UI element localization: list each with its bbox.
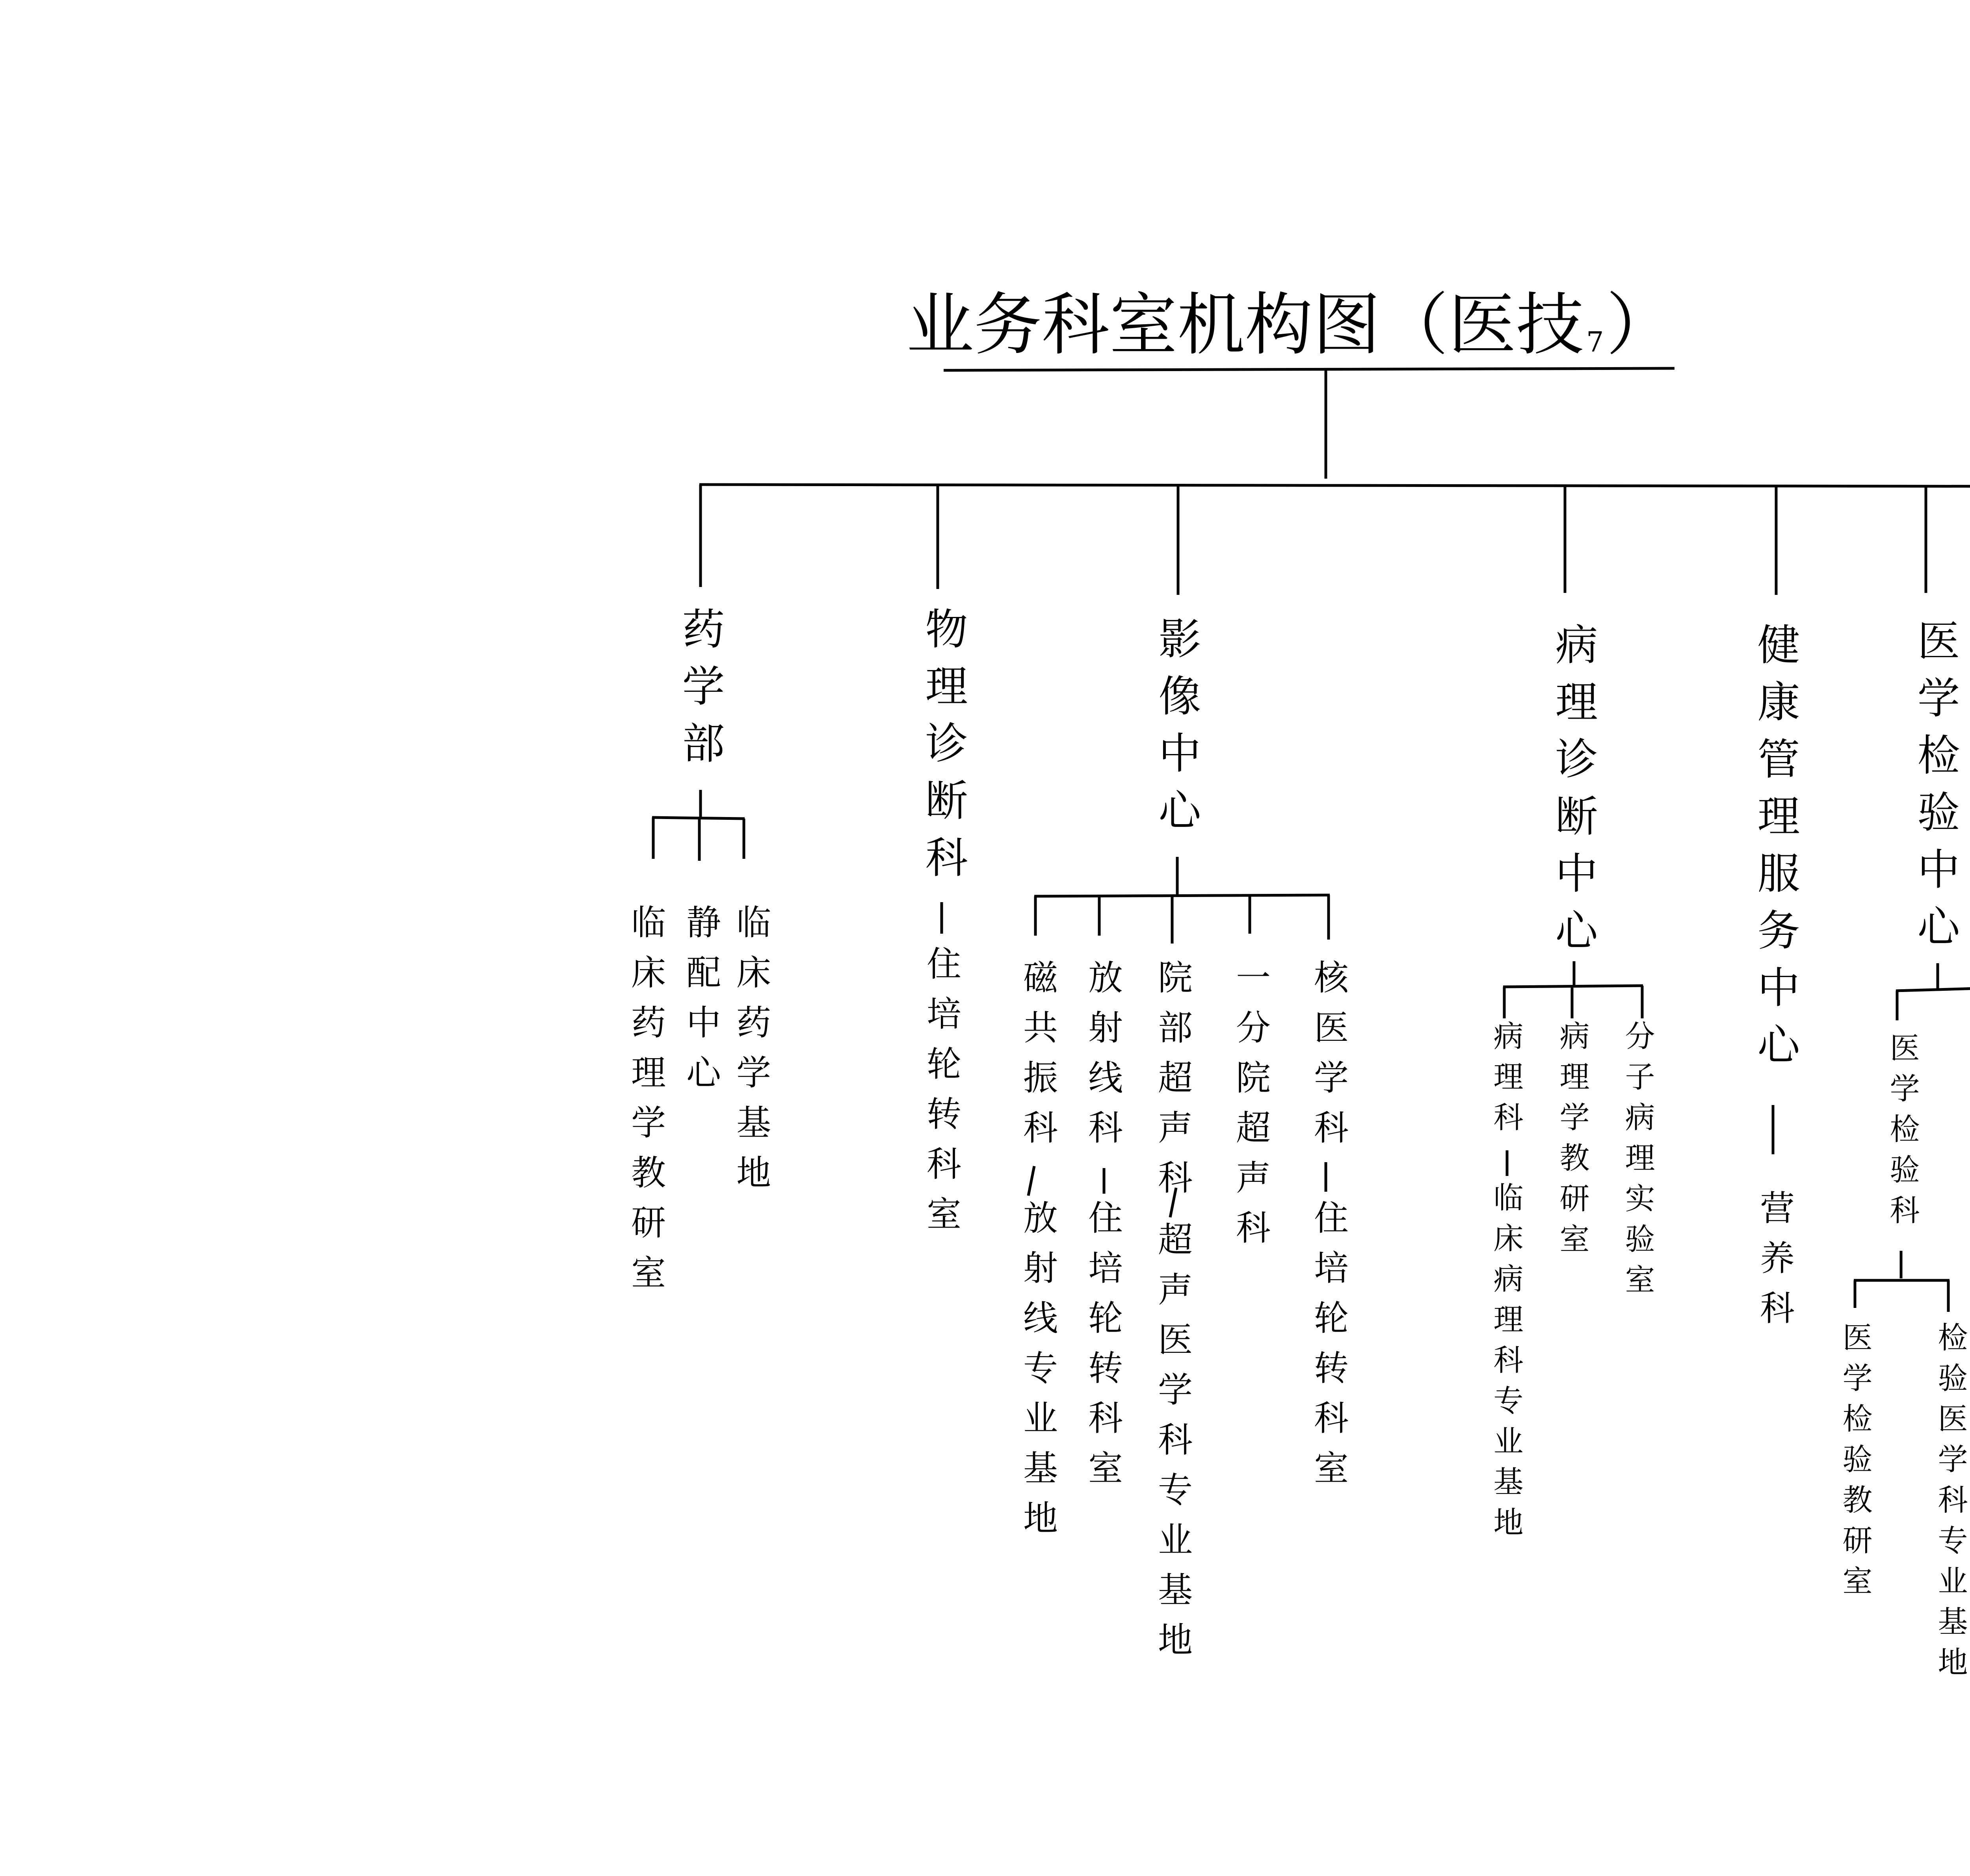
- chart-title-mark: 7: [1586, 326, 1604, 358]
- node-imaging-radiology-base: 放射线专业基地: [1018, 1200, 1058, 1550]
- node-imaging-nuclear-rotation: 住培轮转科室: [1308, 1200, 1349, 1500]
- node-imaging-us-base: 超声医学科专业基地: [1152, 1221, 1193, 1672]
- node-physio-rotation: 住培轮转科室: [921, 945, 962, 1246]
- node-pharmacy-base: 临床药学基地: [731, 904, 771, 1204]
- node-pharmacy-teaching: 临床药理学教研室: [626, 904, 666, 1304]
- main-bus: [699, 485, 1970, 487]
- node-imaging-nuclear: 核医学科: [1308, 959, 1349, 1159]
- node-imaging-us-main: 院部超声科: [1152, 959, 1193, 1209]
- node-pathology-dept: 病理科: [1489, 1020, 1524, 1142]
- chart-title-text: 业务科室机构图（医技: [906, 285, 1584, 364]
- node-imaging-mri: 磁共振科: [1018, 959, 1058, 1159]
- imaging-mri-slash: [1028, 1166, 1034, 1196]
- node-imaging: 影像中心: [1151, 617, 1201, 845]
- node-pathology-base: 临床病理科专业基地: [1489, 1182, 1524, 1547]
- node-pharmacy: 药学部: [675, 607, 724, 778]
- chart-title-close: ）: [1606, 285, 1674, 364]
- node-imaging-us-branch: 一分院超声科: [1230, 959, 1271, 1259]
- lab-bar: [1896, 988, 1970, 991]
- chart-title: [906, 276, 1674, 374]
- node-pathology-molecular: 分子病理实验室: [1620, 1020, 1655, 1304]
- node-pharmacy-iv-center: 静配中心: [681, 904, 721, 1104]
- node-pathology-teaching: 病理学教研室: [1555, 1020, 1590, 1264]
- node-lab: 医学检验中心: [1910, 619, 1959, 961]
- node-imaging-radiology: 放射线科: [1083, 959, 1123, 1159]
- node-health-nutrition: 营养科: [1754, 1190, 1795, 1340]
- node-lab-teaching: 医学检验教研室: [1838, 1322, 1873, 1606]
- node-pathology: 病理诊断中心: [1548, 622, 1597, 965]
- node-lab-dept: 医学检验科: [1885, 1032, 1920, 1235]
- node-imaging-radiology-rotation: 住培轮转科室: [1083, 1200, 1123, 1500]
- node-health: 健康管理服务中心: [1750, 622, 1799, 1079]
- imaging-bar: [1034, 895, 1330, 896]
- node-lab-base: 检验医学科专业基地: [1933, 1322, 1968, 1687]
- node-physio: 物理诊断科: [918, 607, 967, 892]
